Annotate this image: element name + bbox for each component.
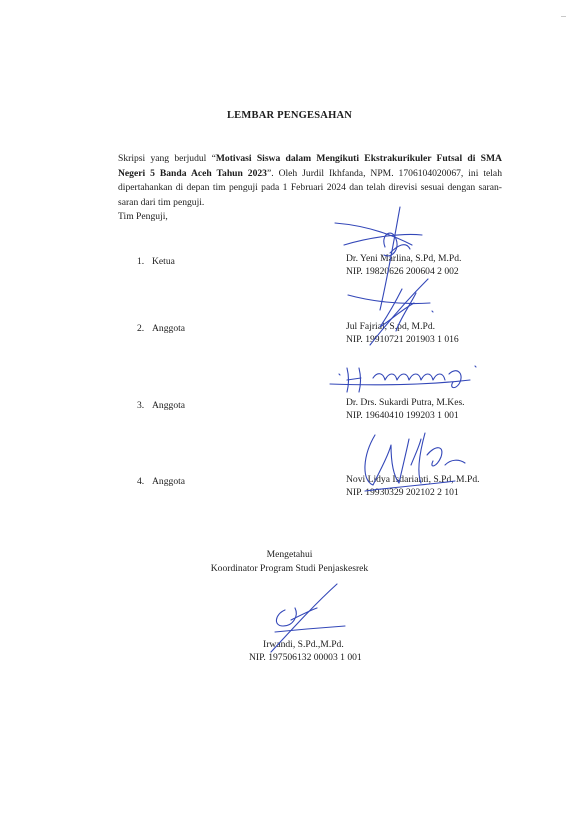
page-title: LEMBAR PENGESAHAN: [226, 110, 353, 121]
page-corner-mark: [561, 16, 566, 17]
member-3-nip: NIP. 19640410 199203 1 001: [346, 410, 459, 421]
signature-member-3: [325, 360, 495, 400]
member-1-number: 1.: [137, 256, 145, 267]
member-2-nip: NIP. 19910721 201903 1 016: [346, 334, 459, 345]
member-3-number: 3.: [137, 400, 145, 411]
paragraph-intro: Skripsi yang berjudul “: [118, 153, 216, 164]
paragraph-rest: ”. Oleh Jurdil Ikhfanda, NPM. 1706104020067, ini telah dipertahankan di depan tim penguji pada 1 Februari 2024 dan telah direvisi sesuai dengan saran-saran dari tim penguji.: [118, 167, 502, 208]
member-2-role: Anggota: [152, 323, 186, 334]
member-2-name: Jul Fajrial, S.pd, M.Pd.: [346, 321, 436, 332]
thesis-title: Motivasi Siswa dalam Mengikuti Ekstrakurikuler Futsal di SMA Negeri 5 Banda Aceh Tahun 2023: [118, 153, 502, 179]
coordinator-nip: NIP. 197506132 00003 1 001: [249, 652, 362, 663]
member-1-nip: NIP. 19820626 200604 2 002: [346, 266, 459, 277]
member-4-name: Novi Lidya Isdarianti, S.Pd, M.Pd.: [346, 474, 480, 485]
member-1-name: Dr. Yeni Marlina, S.Pd, M.Pd.: [346, 253, 462, 264]
coordinator-position: Koordinator Program Studi Penjaskesrek: [210, 563, 369, 574]
member-3-role: Anggota: [152, 400, 186, 411]
approval-label: Mengetahui: [266, 549, 313, 560]
examiner-team-label: Tim Penguji,: [118, 211, 168, 222]
coordinator-name: Irwandi, S.Pd.,M.Pd.: [263, 639, 344, 650]
approval-paragraph: [118, 152, 502, 210]
member-1-role: Ketua: [152, 256, 175, 267]
member-4-number: 4.: [137, 476, 145, 487]
member-3-name: Dr. Drs. Sukardi Putra, M.Kes.: [346, 397, 465, 408]
member-4-nip: NIP. 19930329 202102 2 101: [346, 487, 459, 498]
member-4-role: Anggota: [152, 476, 186, 487]
member-2-number: 2.: [137, 323, 145, 334]
